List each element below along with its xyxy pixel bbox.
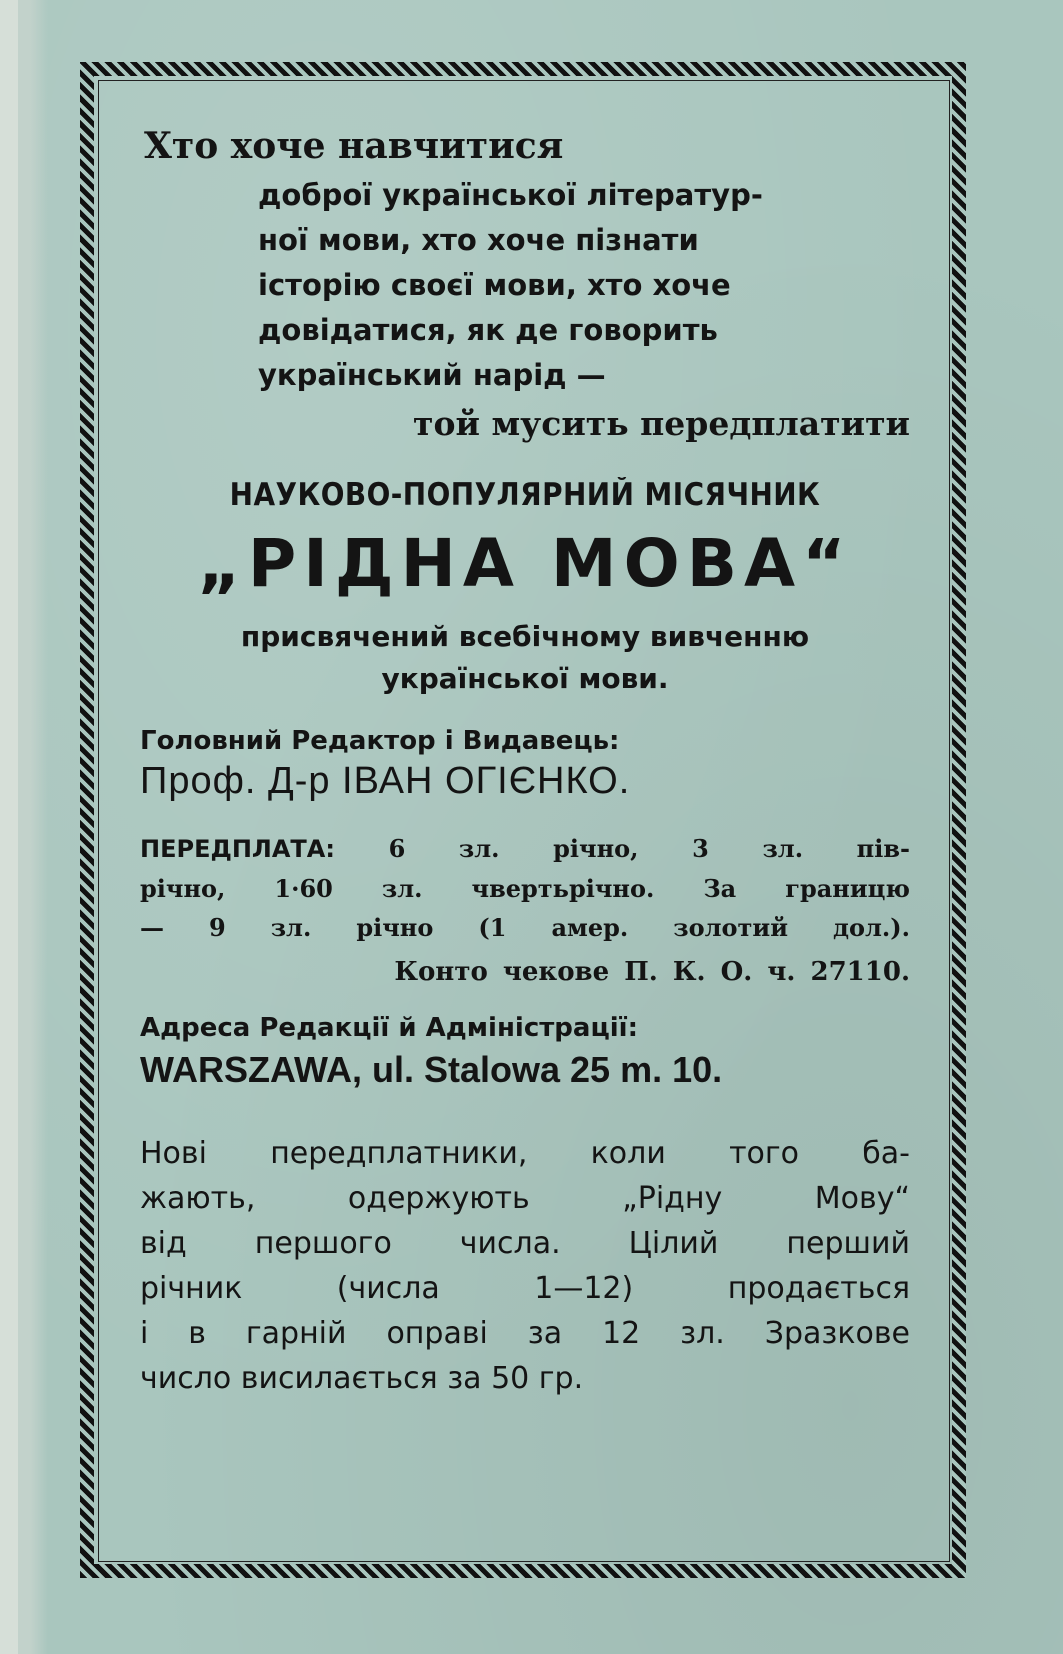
dedication-line: присвячений всебічному вивченню xyxy=(240,620,810,653)
intro-line: український нарід — xyxy=(258,358,606,392)
subscription-line: річно, 1·60 зл. чвертьрічно. За границю xyxy=(140,874,910,903)
note-line: і в гарній оправі за 12 зл. Зразкове xyxy=(140,1316,910,1351)
editor-label: Головний Редактор і Видавець: xyxy=(140,726,620,756)
intro-line: ної мови, хто хоче пізнати xyxy=(258,223,699,257)
subscription-line: 6 зл. річно, 3 зл. пів- xyxy=(388,834,911,863)
monthly-label: НАУКОВО-ПОПУЛЯРНИЙ МІСЯЧНИК xyxy=(229,477,821,513)
torn-page-edge xyxy=(0,0,48,1654)
note-line: від першого числа. Цілий перший xyxy=(140,1226,910,1261)
editor-name: Проф. Д-р ІВАН ОГІЄНКО. xyxy=(140,760,631,802)
advertisement xyxy=(140,125,910,1401)
intro-line: довідатися, як де говорить xyxy=(258,313,718,347)
address: WARSZAWA, ul. Stalowa 25 m. 10. xyxy=(140,1049,723,1090)
intro-line: історію своєї мови, хто хоче xyxy=(258,268,731,302)
address-label: Адреса Редакції й Адміністрації: xyxy=(140,1013,638,1043)
dedication-line: української мови. xyxy=(381,662,669,695)
intro-paragraph xyxy=(258,173,910,398)
dedication xyxy=(140,616,910,700)
headline: Хто хоче навчитися xyxy=(144,125,564,167)
subscription-label: ПЕРЕДПЛАТА: xyxy=(140,835,335,863)
note-line: річник (числа 1—12) продається xyxy=(140,1271,910,1306)
new-subscribers-note xyxy=(140,1131,910,1401)
note-line: Нові передплатники, коли того ба- xyxy=(140,1136,910,1171)
note-line: число висилається за 50 гр. xyxy=(140,1361,584,1396)
note-line: жають, одержують „Рідну Мову“ xyxy=(140,1181,910,1216)
account-number: Конто чекове П. К. О. ч. 27110. xyxy=(394,957,910,987)
subscription-info xyxy=(140,829,910,947)
subscription-line: — 9 зл. річно (1 амер. золотий дол.). xyxy=(140,913,910,942)
journal-title: „РІДНА МОВА“ xyxy=(197,525,853,602)
intro-line: доброї української літератур- xyxy=(258,178,763,212)
subscribe-call: той мусить передплатити xyxy=(413,404,910,443)
